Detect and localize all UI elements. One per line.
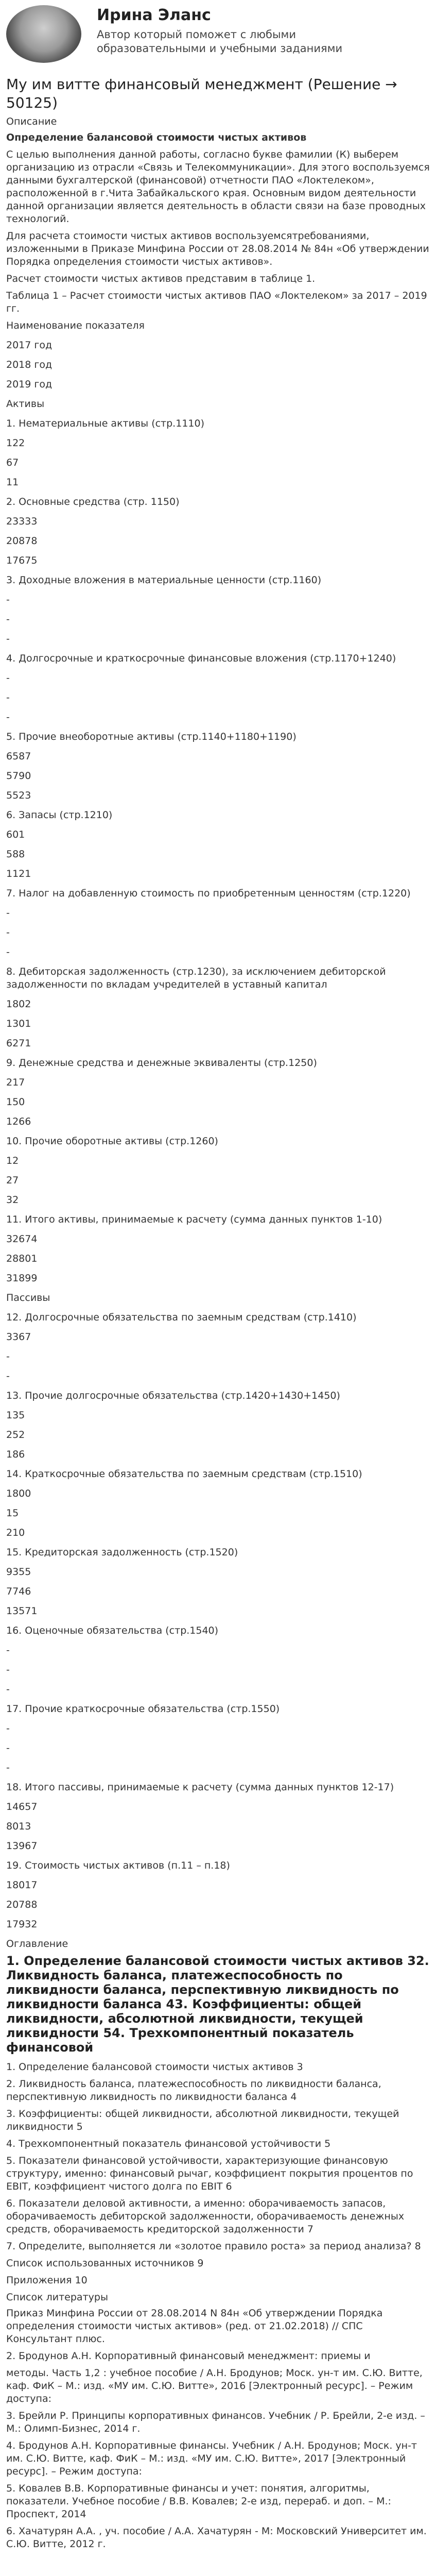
table-cell: 1266 <box>6 1116 31 1127</box>
literature-list <box>6 2307 430 2551</box>
table-cell: 6271 <box>6 1038 31 1049</box>
table-cell: 14657 <box>6 1801 38 1812</box>
table-cell: - <box>6 1351 10 1362</box>
toc-item: Список использованных источников 9 <box>6 2258 204 2269</box>
table-cell: 67 <box>6 457 19 468</box>
table-cell: 8013 <box>6 1821 31 1832</box>
table-cell: - <box>6 946 10 958</box>
table-cell: 12. Долгосрочные обязательства по заемным средствам (стр.1410) <box>6 1312 357 1323</box>
table-cell: 6. Запасы (стр.1210) <box>6 809 113 821</box>
table-cell: 13571 <box>6 1605 38 1617</box>
table-cell: 252 <box>6 1429 25 1440</box>
author-card <box>6 3 430 68</box>
table-cell: 32 <box>6 1194 19 1206</box>
table-cell: 9355 <box>6 1566 31 1578</box>
table-cell: 2. Основные средства (стр. 1150) <box>6 496 180 507</box>
table-cell: - <box>6 672 10 684</box>
table-cell: 13. Прочие долгосрочные обязательства (стр.1420+1430+1450) <box>6 1390 340 1401</box>
table-cell: - <box>6 711 10 723</box>
table-cell: 28801 <box>6 1253 38 1264</box>
table-cell: 18. Итого пассивы, принимаемые к расчету (сумма данных пунктов 12-17) <box>6 1782 394 1793</box>
table-cell: 7. Налог на добавленную стоимость по приобретенным ценностям (стр.1220) <box>6 888 411 899</box>
table-cell: - <box>6 927 10 938</box>
table-cell: 4. Долгосрочные и краткосрочные финансовые вложения (стр.1170+1240) <box>6 653 396 664</box>
author-name[interactable]: Ирина Эланс <box>97 6 211 24</box>
intro-paragraph: Для расчета стоимости чистых активов воспользуемсятребованиями, изложенными в Приказе Минфина России от 28.08.2014 № 84н «Об утверждении Порядка определения стоимости чистых активов». <box>6 230 429 267</box>
table-cell: 32674 <box>6 1233 38 1245</box>
literature-item: 4. Бродунов А.Н. Корпоративные финансы. Учебник / А.Н. Бродунов; Моск. ун-т им. С.Ю. Витте, каф. ФиК – М.: изд. «МУ им. С.Ю. Витте», 2017 [Электронный ресурс]. – Режим доступа: <box>6 2440 417 2477</box>
table-cell: 31899 <box>6 1273 38 1284</box>
table-cell: 3367 <box>6 1331 31 1343</box>
table-cell: 9. Денежные средства и денежные эквиваленты (стр.1250) <box>6 1057 317 1069</box>
toc-label: Оглавление <box>6 1938 68 1950</box>
author-info <box>97 3 364 56</box>
table-cell: 150 <box>6 1096 25 1108</box>
table-cell: 210 <box>6 1527 25 1538</box>
table-cell: 7746 <box>6 1586 31 1597</box>
table-cell: 6587 <box>6 751 31 762</box>
table-cell: Пассивы <box>6 1292 50 1303</box>
toc-item: 6. Показатели деловой активности, а именно: оборачиваемость запасов, оборачиваемость дебиторской задолженности, оборачиваемость денежных средств, оборачиваемость кредиторской задолженности 7 <box>6 2198 405 2235</box>
toc-item: 1. Определение балансовой стоимости чистых активов 3 <box>6 2061 303 2073</box>
table-cell: 1800 <box>6 1488 31 1499</box>
table-cell: 18017 <box>6 1879 38 1891</box>
toc-item: 7. Определите, выполняется ли «золотое правило роста» за период анализа? 8 <box>6 2241 421 2252</box>
table-cell: 5. Прочие внеоборотные активы (стр.1140+1180+1190) <box>6 731 297 742</box>
section-heading: Определение балансовой стоимости чистых активов <box>6 132 307 143</box>
table-cell: 23333 <box>6 516 38 527</box>
table-cell: 19. Стоимость чистых активов (п.11 – п.18) <box>6 1860 230 1871</box>
table-cell: Наименование показателя <box>6 320 145 331</box>
table-cell: 20878 <box>6 535 38 547</box>
table-cell: - <box>6 614 10 625</box>
table-cell: 1121 <box>6 868 31 879</box>
table-cell: - <box>6 1762 10 1773</box>
table-cell: - <box>6 1742 10 1754</box>
toc-item: 2. Ликвидность баланса, платежеспособность по ликвидности баланса, перспективную ликвидность по ликвидности баланса 4 <box>6 2078 381 2103</box>
table-cell: 1301 <box>6 1018 31 1029</box>
table-cell: 122 <box>6 437 25 449</box>
table-cell: 17932 <box>6 1919 38 1930</box>
table-cell: 12 <box>6 1155 19 1166</box>
literature-item: 5. Ковалев В.В. Корпоративные финансы и учет: понятия, алгоритмы, показатели. Учебное пособие / В.В. Ковалев; 2-е изд, перераб. и доп. – М.: Проспект, 2014 <box>6 2483 391 2520</box>
table-cell: 14. Краткосрочные обязательства по заемным средствам (стр.1510) <box>6 1468 362 1480</box>
literature-item: 6. Хачатурян А.А. , уч. пособие / А.А. Хачатурян - М: Московский Университет им. С.Ю. Витте, 2012 г. <box>6 2526 427 2550</box>
table-cell: 16. Оценочные обязательства (стр.1540) <box>6 1625 219 1636</box>
literature-item: 3. Брейли Р. Принципы корпоративных финансов. Учебник / Р. Брейли, 2-е изд. – М.: Олимп-Бизнес, 2014 г. <box>6 2410 425 2434</box>
table-cell: 20788 <box>6 1899 38 1910</box>
literature-label: Список литературы <box>6 2292 108 2303</box>
page-title: Му им витте финансовый менеджмент (Решение → 50125) <box>6 76 397 111</box>
table-cell: 5523 <box>6 790 31 801</box>
literature-item: Приказ Минфина России от 28.08.2014 N 84н «Об утверждении Порядка определения стоимости чистых активов» (ред. от 21.02.2018) // СПС Консультант плюс. <box>6 2308 383 2345</box>
intro-paragraph: С целью выполнения данной работы, согласно букве фамилии (К) выберем организацию из отрасли «Связь и Телекоммуникации». Для этого воспользуемся данными бухгалтерской (финансовой) отчетности ПАО «Локтелеком», расположенной в г.Чита Забайкальского края. Основным видом деятельности данной организации является деятельность в области связи на базе проводных технологий. <box>6 149 430 225</box>
toc-item: Приложения 10 <box>6 2275 88 2286</box>
table-cell: 601 <box>6 829 25 840</box>
table-cell: - <box>6 1664 10 1675</box>
table-cell: 217 <box>6 1077 25 1088</box>
intro-paragraph: Таблица 1 – Расчет стоимости чистых активов ПАО «Локтелеком» за 2017 – 2019 гг. <box>6 290 427 314</box>
author-description: Автор который поможет с любыми образовательными и учебными заданиями <box>97 28 343 55</box>
table-cell: 135 <box>6 1410 25 1421</box>
table-cell: 11 <box>6 477 19 488</box>
table-cell: - <box>6 692 10 703</box>
table-cell: - <box>6 594 10 605</box>
toc-item: 5. Показатели финансовой устойчивости, характеризующие финансовую структуру, именно: финансовый рычаг, коэффициент покрытия процентов по EBIT, коэффициент чистого долга по EBIT 6 <box>6 2155 413 2192</box>
table-cell: 588 <box>6 849 25 860</box>
table-cell: 2019 год <box>6 379 53 390</box>
table-cell: 8. Дебиторская задолженность (стр.1230), за исключением дебиторской задолженности по вкладам учредителей в уставный капитал <box>6 966 386 990</box>
table-cell: 3. Доходные вложения в материальные ценности (стр.1160) <box>6 574 322 586</box>
author-avatar[interactable] <box>6 5 81 63</box>
table-cell: 15. Кредиторская задолженность (стр.1520) <box>6 1547 238 1558</box>
table-cell: 11. Итого активы, принимаемые к расчету (сумма данных пунктов 1-10) <box>6 1214 382 1225</box>
table-cell: 13967 <box>6 1840 38 1852</box>
table-cell: 2018 год <box>6 359 53 370</box>
intro-paragraph: Расчет стоимости чистых активов представим в таблице 1. <box>6 273 316 284</box>
table-cell: - <box>6 633 10 645</box>
table-cell: - <box>6 907 10 919</box>
table-cell: - <box>6 1684 10 1695</box>
table-cell: 17. Прочие краткосрочные обязательства (стр.1550) <box>6 1703 280 1715</box>
description-label: Описание <box>6 116 57 127</box>
table-cell: 1802 <box>6 998 31 1010</box>
literature-item: 2. Бродунов А.Н. Корпоративный финансовый менеджмент: приемы и <box>6 2350 371 2362</box>
table-cell: 27 <box>6 1175 19 1186</box>
table-cell: Активы <box>6 398 45 410</box>
table-cell: 2017 год <box>6 340 53 351</box>
table-cell: 15 <box>6 1507 19 1519</box>
toc-heading: 1. Определение балансовой стоимости чистых активов 32. Ликвидность баланса, платежеспособность по ликвидности баланса, перспективную ликвидность по ликвидности баланса 43. Коэффициенты: общей ликвидности, абсолютной ликвидности, текущей ликвидности 54. Трехкомпонентный показатель финансовой <box>6 1954 429 2055</box>
table-cell: 5790 <box>6 770 31 782</box>
toc-item: 4. Трехкомпонентный показатель финансовой устойчивости 5 <box>6 2138 331 2149</box>
table-content <box>6 319 430 1931</box>
literature-item: методы. Часть 1,2 : учебное пособие / А.Н. Бродунов; Моск. ун-т им. С.Ю. Витте, каф. ФиК – М.: изд. «МУ им. С.Ю. Витте», 2016 [Электронный ресурс]. – Режим доступа: <box>6 2367 423 2404</box>
table-cell: - <box>6 1370 10 1382</box>
table-cell: 1. Нематериальные активы (стр.1110) <box>6 418 204 429</box>
toc-list <box>6 2061 430 2287</box>
toc-item: 3. Коэффициенты: общей ликвидности, абсолютной ликвидности, текущей ликвидности 5 <box>6 2108 399 2132</box>
table-cell: - <box>6 1723 10 1734</box>
table-cell: 10. Прочие оборотные активы (стр.1260) <box>6 1136 218 1147</box>
table-cell: - <box>6 1645 10 1656</box>
table-cell: 17675 <box>6 555 38 566</box>
table-cell: 186 <box>6 1449 25 1460</box>
intro-text <box>6 148 430 315</box>
